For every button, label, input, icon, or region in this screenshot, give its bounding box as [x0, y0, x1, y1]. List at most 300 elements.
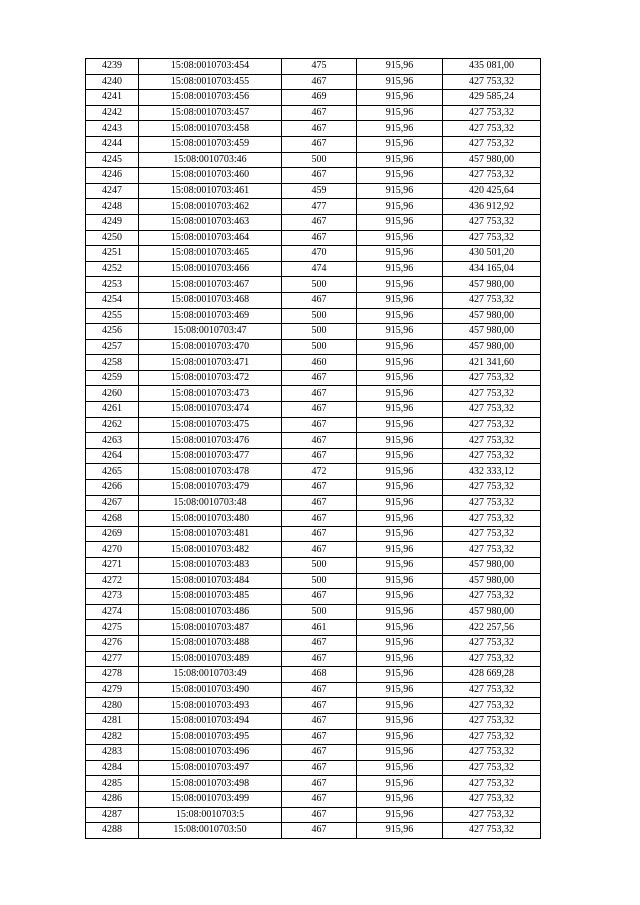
area-cell: 467 — [282, 635, 357, 651]
cost-cell: 457 980,00 — [443, 339, 541, 355]
cadastral-number-cell: 15:08:0010703:468 — [139, 292, 282, 308]
area-cell: 469 — [282, 90, 357, 106]
area-cell: 467 — [282, 682, 357, 698]
area-cell: 467 — [282, 823, 357, 839]
area-cell: 467 — [282, 402, 357, 418]
area-cell: 467 — [282, 526, 357, 542]
cadastral-number-cell: 15:08:0010703:460 — [139, 168, 282, 184]
area-cell: 500 — [282, 152, 357, 168]
table-row — [86, 558, 541, 574]
cost-cell: 422 257,56 — [443, 620, 541, 636]
table-row — [86, 573, 541, 589]
cadastral-number-cell: 15:08:0010703:457 — [139, 105, 282, 121]
cost-cell: 427 753,32 — [443, 448, 541, 464]
cost-cell: 427 753,32 — [443, 214, 541, 230]
table-row — [86, 620, 541, 636]
rate-cell: 915,96 — [357, 308, 443, 324]
rate-cell: 915,96 — [357, 745, 443, 761]
area-cell: 467 — [282, 386, 357, 402]
row-number-cell: 4275 — [86, 620, 139, 636]
area-cell: 467 — [282, 121, 357, 137]
table-row — [86, 277, 541, 293]
table-row — [86, 417, 541, 433]
table-row — [86, 74, 541, 90]
rate-cell: 915,96 — [357, 635, 443, 651]
cost-cell: 427 753,32 — [443, 542, 541, 558]
area-cell: 477 — [282, 199, 357, 215]
cost-cell: 427 753,32 — [443, 729, 541, 745]
table-row — [86, 667, 541, 683]
row-number-cell: 4261 — [86, 402, 139, 418]
cadastral-number-cell: 15:08:0010703:472 — [139, 370, 282, 386]
cost-cell: 427 753,32 — [443, 292, 541, 308]
rate-cell: 915,96 — [357, 199, 443, 215]
cadastral-number-cell: 15:08:0010703:485 — [139, 589, 282, 605]
table-row — [86, 745, 541, 761]
cadastral-number-cell: 15:08:0010703:493 — [139, 698, 282, 714]
row-number-cell: 4239 — [86, 59, 139, 75]
table-row — [86, 589, 541, 605]
rate-cell: 915,96 — [357, 823, 443, 839]
cost-cell: 427 753,32 — [443, 651, 541, 667]
row-number-cell: 4281 — [86, 713, 139, 729]
rate-cell: 915,96 — [357, 464, 443, 480]
cadastral-number-cell: 15:08:0010703:486 — [139, 604, 282, 620]
cadastral-number-cell: 15:08:0010703:46 — [139, 152, 282, 168]
cost-cell: 457 980,00 — [443, 558, 541, 574]
area-cell: 500 — [282, 277, 357, 293]
rate-cell: 915,96 — [357, 74, 443, 90]
cost-cell: 427 753,32 — [443, 121, 541, 137]
cadastral-number-cell: 15:08:0010703:49 — [139, 667, 282, 683]
area-cell: 459 — [282, 183, 357, 199]
area-cell: 468 — [282, 667, 357, 683]
row-number-cell: 4262 — [86, 417, 139, 433]
rate-cell: 915,96 — [357, 136, 443, 152]
row-number-cell: 4256 — [86, 324, 139, 340]
rate-cell: 915,96 — [357, 433, 443, 449]
row-number-cell: 4249 — [86, 214, 139, 230]
area-cell: 500 — [282, 324, 357, 340]
rate-cell: 915,96 — [357, 713, 443, 729]
table-row — [86, 651, 541, 667]
area-cell: 467 — [282, 651, 357, 667]
cadastral-number-cell: 15:08:0010703:463 — [139, 214, 282, 230]
rate-cell: 915,96 — [357, 760, 443, 776]
cost-cell: 427 753,32 — [443, 511, 541, 527]
area-cell: 467 — [282, 589, 357, 605]
cost-cell: 427 753,32 — [443, 745, 541, 761]
cost-cell: 427 753,32 — [443, 776, 541, 792]
table-row — [86, 308, 541, 324]
cost-cell: 427 753,32 — [443, 713, 541, 729]
rate-cell: 915,96 — [357, 261, 443, 277]
cadastral-number-cell: 15:08:0010703:459 — [139, 136, 282, 152]
cost-cell: 427 753,32 — [443, 168, 541, 184]
table-row — [86, 199, 541, 215]
area-cell: 467 — [282, 214, 357, 230]
row-number-cell: 4251 — [86, 246, 139, 262]
row-number-cell: 4260 — [86, 386, 139, 402]
cost-cell: 421 341,60 — [443, 355, 541, 371]
area-cell: 461 — [282, 620, 357, 636]
cadastral-number-cell: 15:08:0010703:487 — [139, 620, 282, 636]
cadastral-number-cell: 15:08:0010703:455 — [139, 74, 282, 90]
table-row — [86, 121, 541, 137]
cadastral-number-cell: 15:08:0010703:483 — [139, 558, 282, 574]
area-cell: 467 — [282, 713, 357, 729]
row-number-cell: 4279 — [86, 682, 139, 698]
cadastral-number-cell: 15:08:0010703:482 — [139, 542, 282, 558]
table-row — [86, 168, 541, 184]
rate-cell: 915,96 — [357, 495, 443, 511]
cadastral-number-cell: 15:08:0010703:467 — [139, 277, 282, 293]
cadastral-number-cell: 15:08:0010703:5 — [139, 807, 282, 823]
row-number-cell: 4276 — [86, 635, 139, 651]
area-cell: 467 — [282, 495, 357, 511]
rate-cell: 915,96 — [357, 214, 443, 230]
cost-cell: 457 980,00 — [443, 573, 541, 589]
rate-cell: 915,96 — [357, 698, 443, 714]
cadastral-number-cell: 15:08:0010703:488 — [139, 635, 282, 651]
table-row — [86, 635, 541, 651]
rate-cell: 915,96 — [357, 417, 443, 433]
cadastral-number-cell: 15:08:0010703:480 — [139, 511, 282, 527]
cost-cell: 427 753,32 — [443, 791, 541, 807]
area-cell: 467 — [282, 698, 357, 714]
cadastral-number-cell: 15:08:0010703:481 — [139, 526, 282, 542]
cadastral-number-cell: 15:08:0010703:498 — [139, 776, 282, 792]
cost-cell: 427 753,32 — [443, 589, 541, 605]
row-number-cell: 4245 — [86, 152, 139, 168]
area-cell: 467 — [282, 136, 357, 152]
area-cell: 467 — [282, 292, 357, 308]
cost-cell: 427 753,32 — [443, 136, 541, 152]
cost-cell: 457 980,00 — [443, 324, 541, 340]
cadastral-number-cell: 15:08:0010703:494 — [139, 713, 282, 729]
table-row — [86, 682, 541, 698]
row-number-cell: 4280 — [86, 698, 139, 714]
rate-cell: 915,96 — [357, 480, 443, 496]
area-cell: 467 — [282, 480, 357, 496]
table-row — [86, 464, 541, 480]
cost-cell: 427 753,32 — [443, 823, 541, 839]
row-number-cell: 4277 — [86, 651, 139, 667]
rate-cell: 915,96 — [357, 339, 443, 355]
cost-cell: 427 753,32 — [443, 635, 541, 651]
area-cell: 467 — [282, 230, 357, 246]
rate-cell: 915,96 — [357, 448, 443, 464]
table-row — [86, 729, 541, 745]
cadastral-number-cell: 15:08:0010703:479 — [139, 480, 282, 496]
cadastral-number-cell: 15:08:0010703:50 — [139, 823, 282, 839]
table-row — [86, 511, 541, 527]
row-number-cell: 4248 — [86, 199, 139, 215]
cost-cell: 427 753,32 — [443, 74, 541, 90]
rate-cell: 915,96 — [357, 526, 443, 542]
area-cell: 500 — [282, 558, 357, 574]
row-number-cell: 4287 — [86, 807, 139, 823]
cost-cell: 427 753,32 — [443, 386, 541, 402]
rate-cell: 915,96 — [357, 168, 443, 184]
cadastral-number-cell: 15:08:0010703:466 — [139, 261, 282, 277]
table-row — [86, 261, 541, 277]
area-cell: 467 — [282, 791, 357, 807]
rate-cell: 915,96 — [357, 292, 443, 308]
area-cell: 467 — [282, 745, 357, 761]
cadastral-number-cell: 15:08:0010703:462 — [139, 199, 282, 215]
area-cell: 467 — [282, 760, 357, 776]
cadastral-number-cell: 15:08:0010703:470 — [139, 339, 282, 355]
table-row — [86, 760, 541, 776]
cost-cell: 427 753,32 — [443, 495, 541, 511]
cadastral-number-cell: 15:08:0010703:461 — [139, 183, 282, 199]
table-row — [86, 386, 541, 402]
table-row — [86, 246, 541, 262]
table-body — [86, 59, 541, 839]
rate-cell: 915,96 — [357, 651, 443, 667]
cost-cell: 427 753,32 — [443, 698, 541, 714]
rate-cell: 915,96 — [357, 324, 443, 340]
rate-cell: 915,96 — [357, 511, 443, 527]
table-row — [86, 713, 541, 729]
cost-cell: 457 980,00 — [443, 152, 541, 168]
cadastral-number-cell: 15:08:0010703:471 — [139, 355, 282, 371]
rate-cell: 915,96 — [357, 729, 443, 745]
rate-cell: 915,96 — [357, 791, 443, 807]
row-number-cell: 4257 — [86, 339, 139, 355]
rate-cell: 915,96 — [357, 370, 443, 386]
cost-cell: 427 753,32 — [443, 682, 541, 698]
rate-cell: 915,96 — [357, 230, 443, 246]
cost-cell: 427 753,32 — [443, 433, 541, 449]
rate-cell: 915,96 — [357, 776, 443, 792]
cost-cell: 435 081,00 — [443, 59, 541, 75]
table-row — [86, 214, 541, 230]
row-number-cell: 4254 — [86, 292, 139, 308]
table-row — [86, 823, 541, 839]
area-cell: 467 — [282, 168, 357, 184]
area-cell: 500 — [282, 604, 357, 620]
row-number-cell: 4258 — [86, 355, 139, 371]
row-number-cell: 4265 — [86, 464, 139, 480]
row-number-cell: 4241 — [86, 90, 139, 106]
table-row — [86, 807, 541, 823]
area-cell: 467 — [282, 807, 357, 823]
table-row — [86, 90, 541, 106]
cost-cell: 427 753,32 — [443, 417, 541, 433]
area-cell: 467 — [282, 542, 357, 558]
rate-cell: 915,96 — [357, 667, 443, 683]
table-row — [86, 339, 541, 355]
rate-cell: 915,96 — [357, 59, 443, 75]
row-number-cell: 4266 — [86, 480, 139, 496]
rate-cell: 915,96 — [357, 402, 443, 418]
cadastral-number-cell: 15:08:0010703:499 — [139, 791, 282, 807]
area-cell: 467 — [282, 448, 357, 464]
table-row — [86, 542, 541, 558]
row-number-cell: 4242 — [86, 105, 139, 121]
cadastral-number-cell: 15:08:0010703:484 — [139, 573, 282, 589]
rate-cell: 915,96 — [357, 105, 443, 121]
cadastral-number-cell: 15:08:0010703:464 — [139, 230, 282, 246]
area-cell: 467 — [282, 74, 357, 90]
row-number-cell: 4269 — [86, 526, 139, 542]
area-cell: 460 — [282, 355, 357, 371]
row-number-cell: 4283 — [86, 745, 139, 761]
cost-cell: 436 912,92 — [443, 199, 541, 215]
cost-cell: 427 753,32 — [443, 807, 541, 823]
cost-cell: 427 753,32 — [443, 526, 541, 542]
rate-cell: 915,96 — [357, 542, 443, 558]
rate-cell: 915,96 — [357, 277, 443, 293]
area-cell: 467 — [282, 729, 357, 745]
cadastral-number-cell: 15:08:0010703:465 — [139, 246, 282, 262]
cadastral-number-cell: 15:08:0010703:48 — [139, 495, 282, 511]
table-row — [86, 480, 541, 496]
rate-cell: 915,96 — [357, 604, 443, 620]
cadastral-number-cell: 15:08:0010703:474 — [139, 402, 282, 418]
rate-cell: 915,96 — [357, 90, 443, 106]
table-row — [86, 355, 541, 371]
row-number-cell: 4255 — [86, 308, 139, 324]
table-row — [86, 183, 541, 199]
table-row — [86, 526, 541, 542]
cadastral-number-cell: 15:08:0010703:456 — [139, 90, 282, 106]
cadastral-number-cell: 15:08:0010703:497 — [139, 760, 282, 776]
cost-cell: 430 501,20 — [443, 246, 541, 262]
area-cell: 475 — [282, 59, 357, 75]
table-row — [86, 776, 541, 792]
table-row — [86, 230, 541, 246]
row-number-cell: 4244 — [86, 136, 139, 152]
cost-cell: 420 425,64 — [443, 183, 541, 199]
cost-cell: 457 980,00 — [443, 277, 541, 293]
row-number-cell: 4272 — [86, 573, 139, 589]
row-number-cell: 4247 — [86, 183, 139, 199]
area-cell: 500 — [282, 573, 357, 589]
table-row — [86, 292, 541, 308]
table-row — [86, 791, 541, 807]
row-number-cell: 4264 — [86, 448, 139, 464]
cost-cell: 427 753,32 — [443, 105, 541, 121]
rate-cell: 915,96 — [357, 355, 443, 371]
rate-cell: 915,96 — [357, 620, 443, 636]
cadastral-number-cell: 15:08:0010703:476 — [139, 433, 282, 449]
row-number-cell: 4268 — [86, 511, 139, 527]
table-row — [86, 495, 541, 511]
cadastral-number-cell: 15:08:0010703:496 — [139, 745, 282, 761]
row-number-cell: 4246 — [86, 168, 139, 184]
table-row — [86, 698, 541, 714]
rate-cell: 915,96 — [357, 589, 443, 605]
table-row — [86, 448, 541, 464]
table-row — [86, 105, 541, 121]
rate-cell: 915,96 — [357, 807, 443, 823]
row-number-cell: 4243 — [86, 121, 139, 137]
cost-cell: 427 753,32 — [443, 760, 541, 776]
area-cell: 500 — [282, 308, 357, 324]
cost-cell: 429 585,24 — [443, 90, 541, 106]
table-row — [86, 604, 541, 620]
area-cell: 467 — [282, 370, 357, 386]
cadastral-number-cell: 15:08:0010703:495 — [139, 729, 282, 745]
row-number-cell: 4267 — [86, 495, 139, 511]
cadastral-number-cell: 15:08:0010703:478 — [139, 464, 282, 480]
area-cell: 467 — [282, 417, 357, 433]
cadastral-number-cell: 15:08:0010703:47 — [139, 324, 282, 340]
cadastral-number-cell: 15:08:0010703:458 — [139, 121, 282, 137]
cadastral-number-cell: 15:08:0010703:477 — [139, 448, 282, 464]
row-number-cell: 4271 — [86, 558, 139, 574]
cadastral-number-cell: 15:08:0010703:475 — [139, 417, 282, 433]
cost-cell: 427 753,32 — [443, 230, 541, 246]
row-number-cell: 4273 — [86, 589, 139, 605]
row-number-cell: 4284 — [86, 760, 139, 776]
cost-cell: 457 980,00 — [443, 604, 541, 620]
table-row — [86, 402, 541, 418]
cost-cell: 457 980,00 — [443, 308, 541, 324]
row-number-cell: 4274 — [86, 604, 139, 620]
cost-cell: 427 753,32 — [443, 370, 541, 386]
cadastral-number-cell: 15:08:0010703:489 — [139, 651, 282, 667]
rate-cell: 915,96 — [357, 386, 443, 402]
row-number-cell: 4263 — [86, 433, 139, 449]
rate-cell: 915,96 — [357, 573, 443, 589]
cost-cell: 434 165,04 — [443, 261, 541, 277]
data-table — [85, 58, 541, 839]
rate-cell: 915,96 — [357, 183, 443, 199]
row-number-cell: 4270 — [86, 542, 139, 558]
cadastral-number-cell: 15:08:0010703:469 — [139, 308, 282, 324]
rate-cell: 915,96 — [357, 246, 443, 262]
cadastral-number-cell: 15:08:0010703:473 — [139, 386, 282, 402]
row-number-cell: 4285 — [86, 776, 139, 792]
area-cell: 467 — [282, 433, 357, 449]
area-cell: 474 — [282, 261, 357, 277]
row-number-cell: 4288 — [86, 823, 139, 839]
cost-cell: 427 753,32 — [443, 402, 541, 418]
rate-cell: 915,96 — [357, 558, 443, 574]
cost-cell: 427 753,32 — [443, 480, 541, 496]
table-row — [86, 152, 541, 168]
area-cell: 472 — [282, 464, 357, 480]
rate-cell: 915,96 — [357, 152, 443, 168]
row-number-cell: 4252 — [86, 261, 139, 277]
table-row — [86, 136, 541, 152]
table-row — [86, 324, 541, 340]
row-number-cell: 4240 — [86, 74, 139, 90]
row-number-cell: 4253 — [86, 277, 139, 293]
cost-cell: 428 669,28 — [443, 667, 541, 683]
cadastral-number-cell: 15:08:0010703:490 — [139, 682, 282, 698]
area-cell: 500 — [282, 339, 357, 355]
table-row — [86, 370, 541, 386]
row-number-cell: 4282 — [86, 729, 139, 745]
cost-cell: 432 333,12 — [443, 464, 541, 480]
table-row — [86, 433, 541, 449]
rate-cell: 915,96 — [357, 682, 443, 698]
area-cell: 467 — [282, 511, 357, 527]
area-cell: 470 — [282, 246, 357, 262]
table-row — [86, 59, 541, 75]
area-cell: 467 — [282, 776, 357, 792]
row-number-cell: 4250 — [86, 230, 139, 246]
row-number-cell: 4286 — [86, 791, 139, 807]
row-number-cell: 4259 — [86, 370, 139, 386]
row-number-cell: 4278 — [86, 667, 139, 683]
rate-cell: 915,96 — [357, 121, 443, 137]
